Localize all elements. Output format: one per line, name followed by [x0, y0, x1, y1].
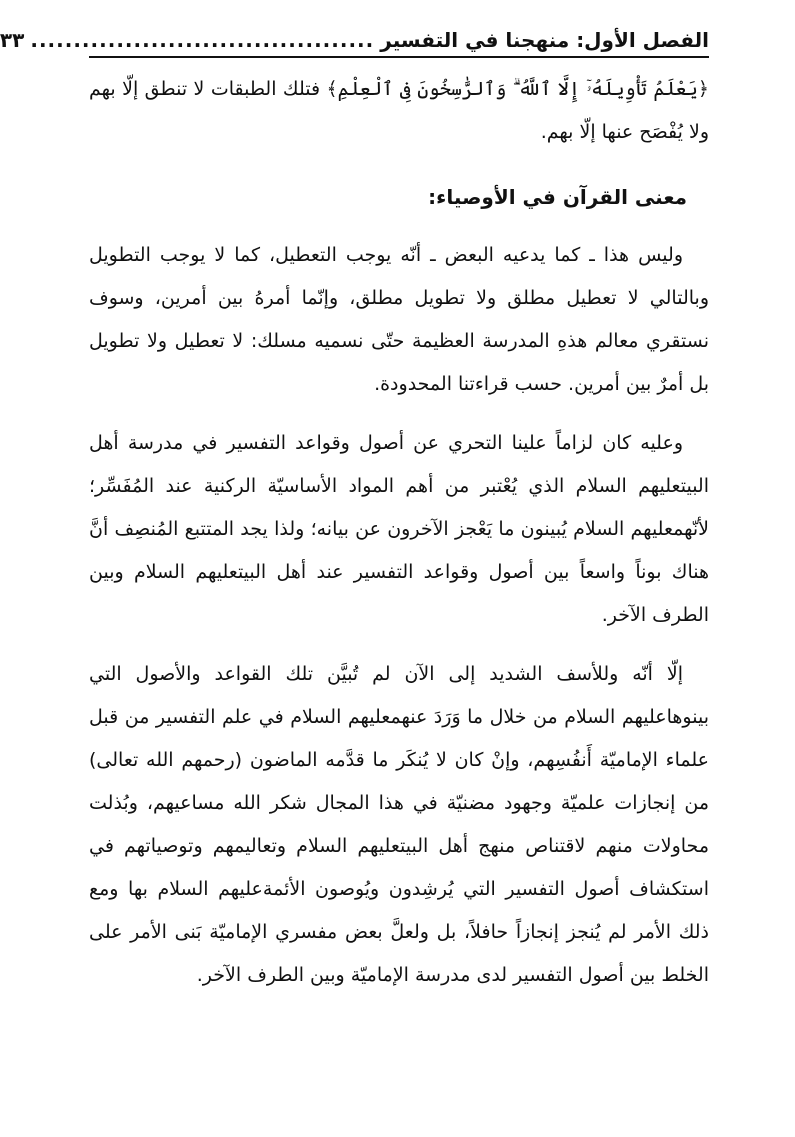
opening-text: فتلك الطبقات لا تنطق إلّا بهم ولا يُفْصَح عنها إلّا بهم.: [89, 78, 709, 143]
paragraph-1: وليس هذا ـ كما يدعيه البعض ـ أنّه يوجب التعطيل، كما لا يوجب التطويل وبالتالي لا تعطيل مطلق ولا تطويل مطلق، وإنّما أمرهُ بين أمرين، وسوف نستقري معالم هذهِ المدرسة العظيمة حتّى نسميه مسلك: لا تعطيل ولا تطويل بل أمرٌ بين أمرين. حسب قراءتنا المحدودة.: [89, 244, 709, 395]
paragraph-3: إلّا أنّه وللأسف الشديد إلى الآن لم تُبيَّن تلك القواعد والأصول التي بينوهاعليهم السلام من خلال ما وَرَدَ عنهمعليهم السلام في علم التفسير من قبل علماء الإماميّة أَنفُسِهم، وإنْ كان لا يُنكَر ما قدَّمه الماضون (رحمهم الله تعالى) من إنجازات علميّة وجهود مضنيّة في هذا المجال شكر الله مساعيهم، وبُذلت محاولات منهم لاقتناص منهج أهل البيتعليهم السلام وتعاليمهم وتوصياتهم في استكشاف أصول التفسير التي يُرشِدون ويُوصون الأئمةعليهم السلام بها ومع ذلك الأمر لم يُنجز إنجازاً حافلاً، بل ولعلَّ بعض مفسري الإماميّة بَنى الأمر على الخلط بين أصول التفسير لدى مدرسة الإماميّة وبين الطرف الآخر.: [89, 663, 709, 986]
quran-verse-text: يَعْلَمُ تَأْوِيلَهُۥٓ إِلَّا ٱللَّهُ ۗ وَٱلرَّٰسِخُونَ فِى ٱلْعِلْمِ: [337, 78, 698, 100]
chapter-title: الفصل الأول: منهجنا في التفسير: [380, 28, 709, 52]
running-header: [0, 28, 709, 58]
leader-dots: ........................................: [30, 28, 375, 52]
opening-paragraph: [89, 68, 709, 154]
quran-verse: ﴿يَعْلَمُ تَأْوِيلَهُۥٓ إِلَّا ٱللَّهُ ۗ وَٱلرَّٰسِخُونَ فِى ٱلْعِلْمِ﴾: [326, 78, 709, 100]
paragraph-2: وعليه كان لزاماً علينا التحري عن أصول وقواعد التفسير في مدرسة أهل البيتعليهم السلام الذي يُعْتبر من أهم المواد الأساسيّة الركنية عند المُفَسِّر؛ لأنّهمعليهم السلام يُبينون ما يَعْجز الآخرون عن بيانه؛ ولذا يجد المتتبع المُنصِف أنَّ هناك بوناً واسعاً بين أصول وقواعد التفسير عند أهل البيتعليهم السلام وبين الطرف الآخر.: [89, 432, 709, 626]
section-heading: معنى القرآن في الأوصياء:: [428, 185, 687, 209]
page-number: ٣٣: [0, 28, 25, 52]
